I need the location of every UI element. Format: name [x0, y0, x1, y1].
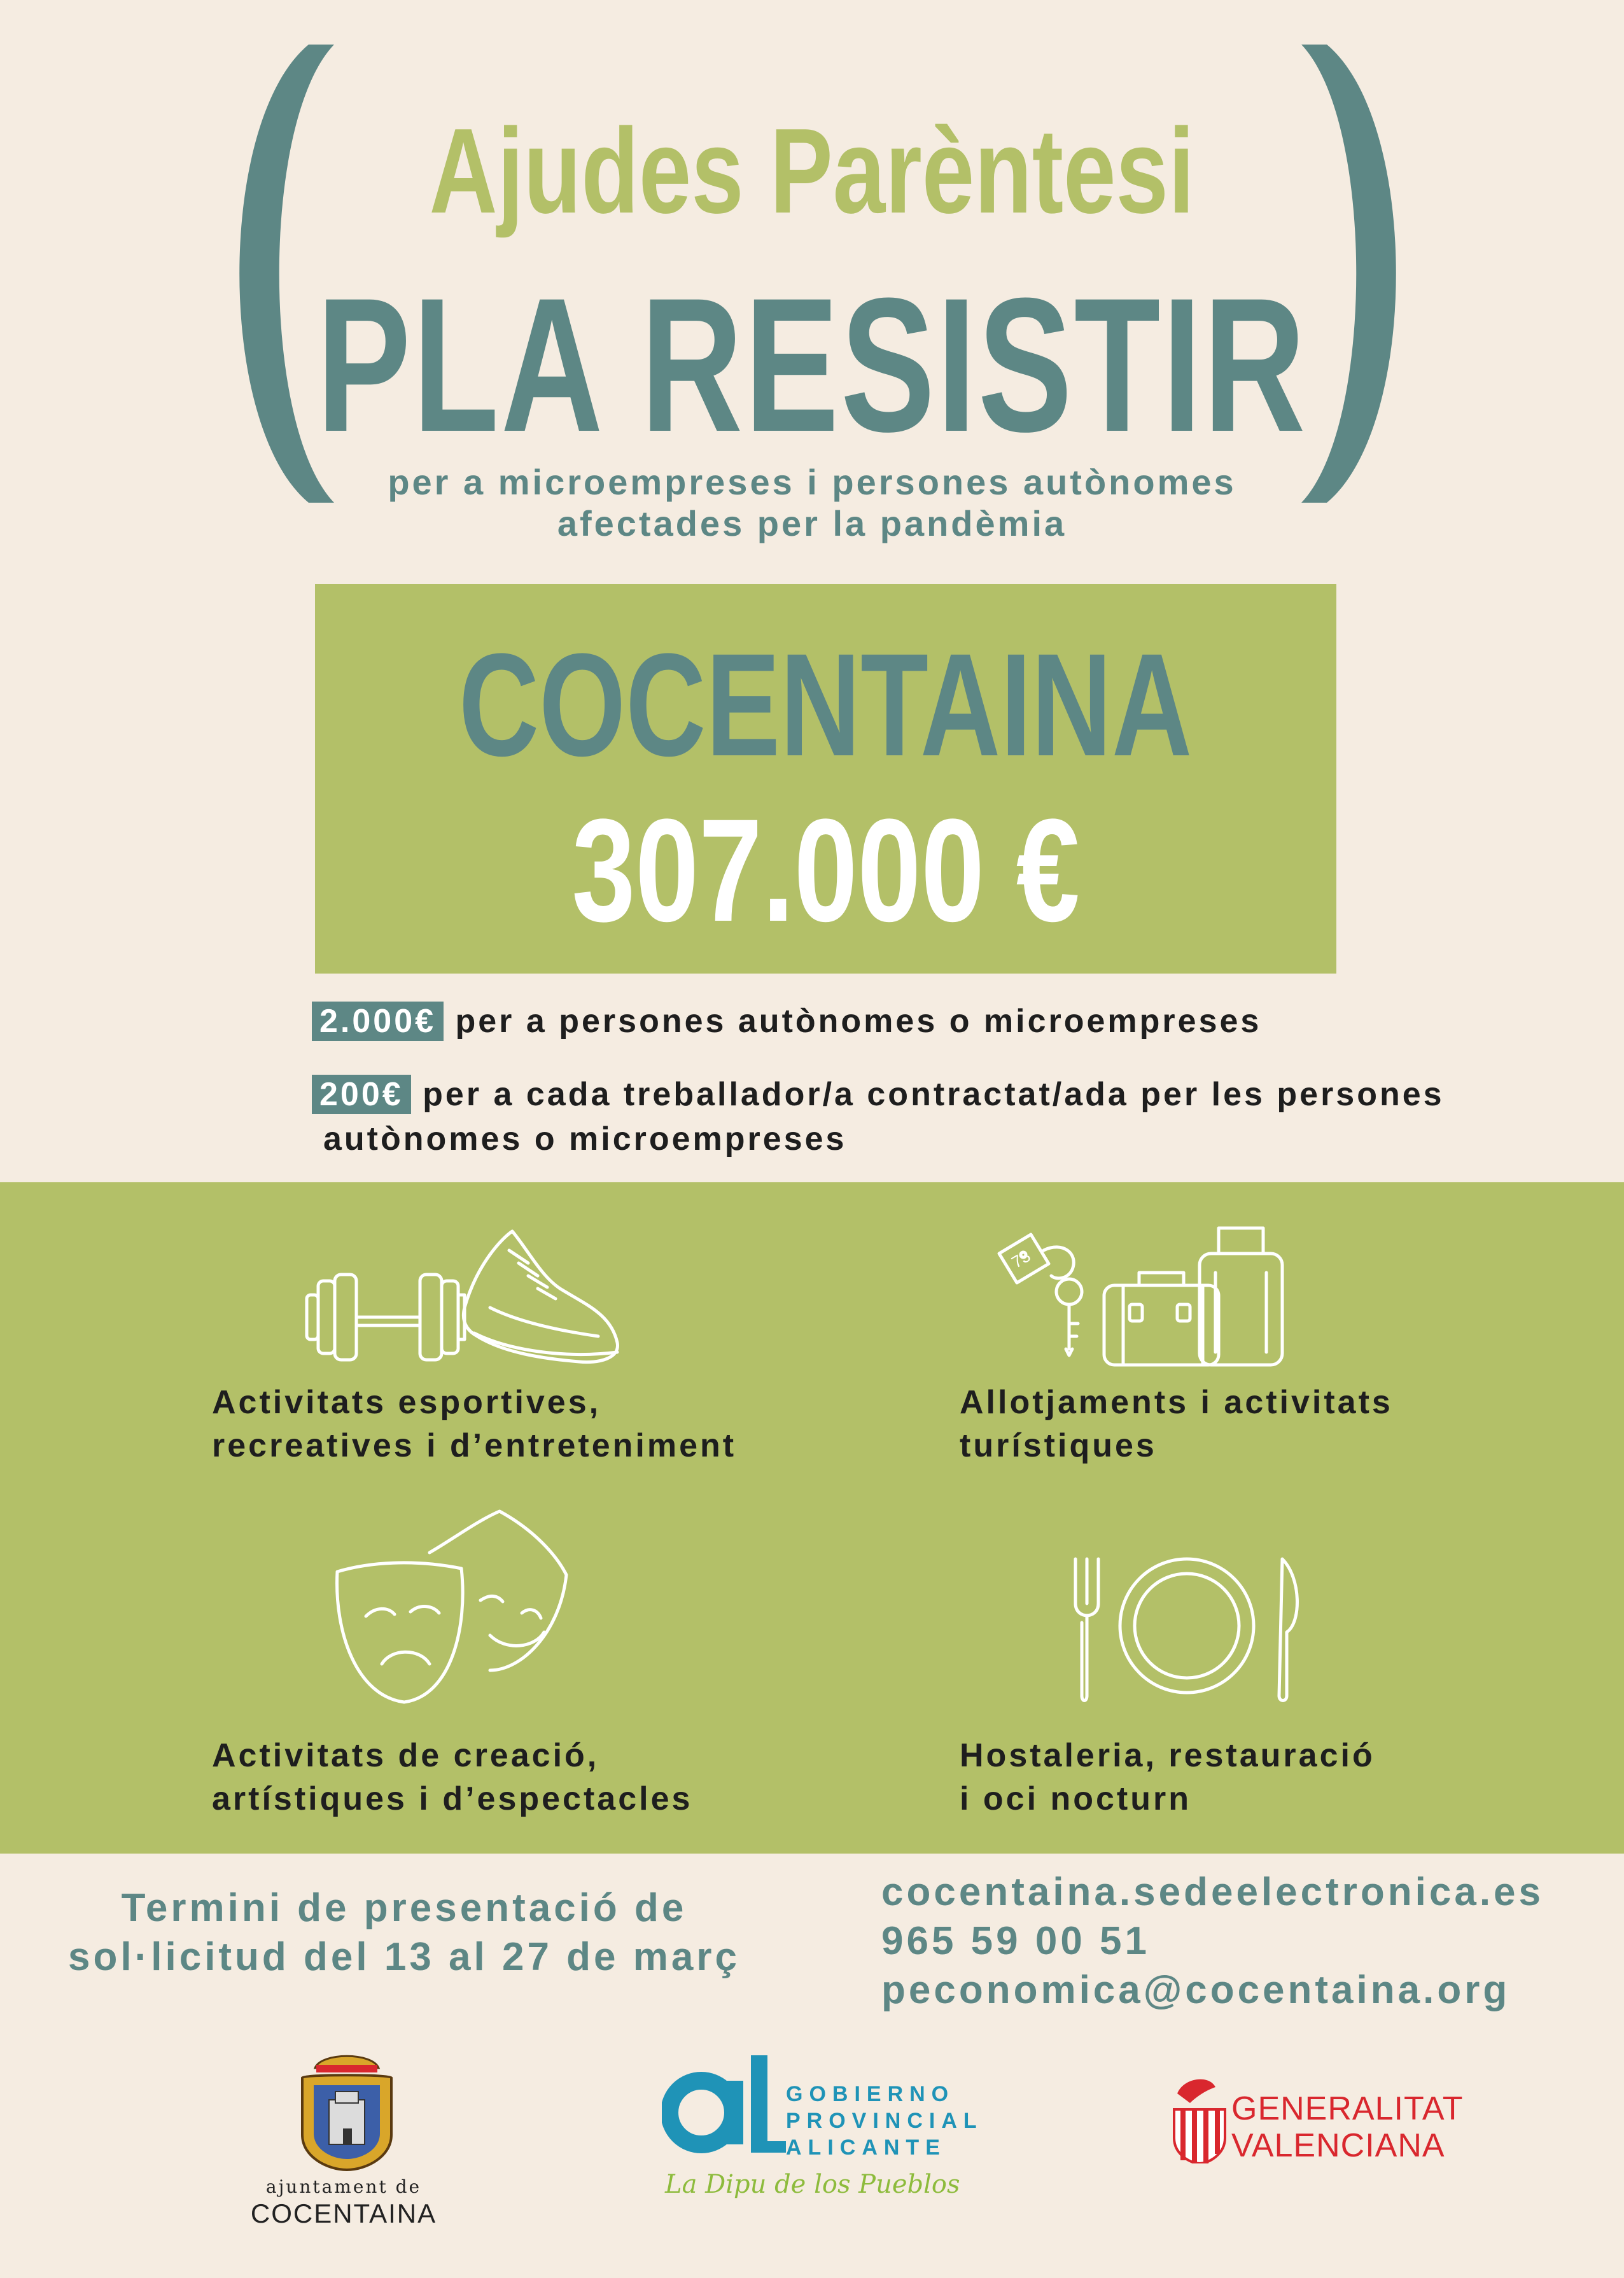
diputacion-slogan: La Dipu de los Pueblos	[665, 2170, 960, 2199]
phone-number[interactable]: 965 59 00 51	[881, 1919, 1151, 1963]
deadline	[38, 1883, 770, 1981]
town-name: COCENTAINA	[459, 623, 1193, 786]
aid-text: per a cada treballador/a contractat/ada per les persones	[410, 1076, 1445, 1113]
dumbbell-sneaker-icon	[299, 1225, 630, 1378]
generalitat-emblem-icon	[1171, 2074, 1228, 2163]
category-sports-line-2: recreatives i d’entreteniment	[212, 1427, 737, 1464]
category-arts-line-1: Activitats de creació,	[212, 1737, 599, 1774]
category-sports-line-1: Activitats esportives,	[212, 1384, 601, 1421]
subtitle-line-1: per a microempreses i persones autònomes	[388, 462, 1236, 502]
website-link[interactable]: cocentaina.sedeelectronica.es	[881, 1870, 1544, 1914]
ajuntament-small-label: ajuntament de	[265, 2176, 422, 2197]
diputacion-line-1: GOBIERNO	[786, 2082, 955, 2106]
diputacion-line-2: PROVINCIAL	[786, 2109, 983, 2133]
aid-line-2	[312, 1075, 1445, 1114]
category-hospitality-line-1: Hostaleria, restauració	[960, 1737, 1375, 1774]
category-arts-line-2: artístiques i d’espectacles	[212, 1780, 693, 1817]
aid-amount-badge: 2.000€	[312, 1002, 444, 1041]
category-arts	[212, 1734, 692, 1820]
plate-cutlery-icon	[1063, 1553, 1305, 1705]
title-ajudes-parentesi: Ajudes Parèntesi	[429, 104, 1195, 239]
deadline-line-1: Termini de presentació de	[121, 1886, 687, 1930]
aid-text: per a persones autònomes o microempreses	[444, 1003, 1262, 1040]
subtitle-line-2: afectades per la pandèmia	[557, 503, 1067, 543]
total-amount: 307.000 €	[571, 788, 1080, 952]
cocentaina-coat-of-arms-icon	[290, 2039, 404, 2173]
luggage-keys-icon	[993, 1215, 1298, 1374]
generalitat-line-2: VALENCIANA	[1231, 2127, 1445, 2164]
theatre-masks-icon	[331, 1505, 573, 1708]
category-sports	[212, 1381, 736, 1467]
email-link[interactable]: peconomica@cocentaina.org	[881, 1968, 1511, 2012]
category-tourism	[960, 1381, 1393, 1467]
diputacion-al-logo-icon	[662, 2049, 789, 2163]
diputacion-line-3: ALICANTE	[786, 2135, 946, 2160]
generalitat-line-1: GENERALITAT	[1231, 2090, 1464, 2127]
deadline-line-2: sol·licitud del 13 al 27 de març	[68, 1935, 740, 1979]
generalitat-name	[1231, 2090, 1463, 2164]
svg-text:73: 73	[1008, 1246, 1034, 1272]
aid-line-2-continued: autònomes o microempreses	[323, 1121, 847, 1157]
diputacion-name	[786, 2081, 983, 2161]
title-pla-resistir: PLA RESISTIR	[316, 258, 1308, 472]
category-tourism-line-1: Allotjaments i activitats	[960, 1384, 1393, 1421]
aid-line-1	[312, 1002, 1261, 1040]
category-hospitality-line-2: i oci nocturn	[960, 1780, 1191, 1817]
contact-block	[881, 1868, 1544, 2015]
aid-amount-badge: 200€	[312, 1075, 411, 1114]
category-hospitality	[960, 1734, 1375, 1820]
ajuntament-name-label: COCENTAINA	[250, 2198, 437, 2228]
category-tourism-line-2: turístiques	[960, 1427, 1157, 1464]
